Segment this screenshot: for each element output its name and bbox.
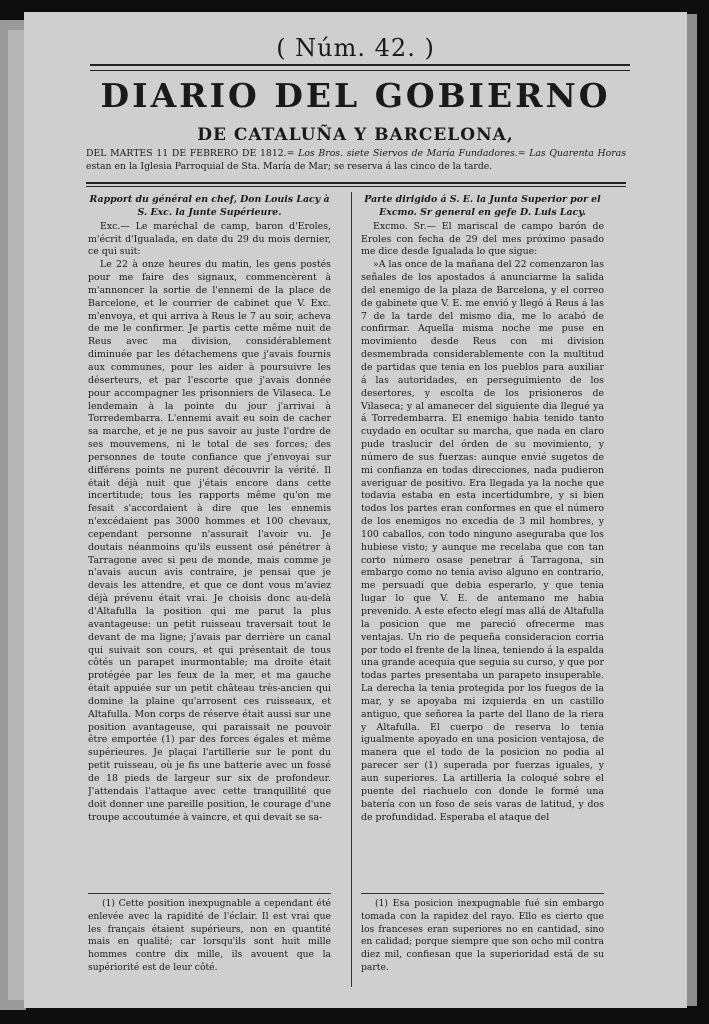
- header-rule-thin: [90, 70, 630, 71]
- right-footnote: [361, 898, 604, 993]
- newspaper-title: DIARIO DEL GOBIERNO: [100, 76, 611, 115]
- dateline-rule: [86, 182, 626, 184]
- right-column-spanish: [361, 194, 604, 892]
- dateline: DEL MARTES 11 DE FEBRERO DE 1812.= Los Bros. siete Siervos de María Fundadores.= Las Quarenta Horas estan en la Iglesia Parroquial de Sta. María de Mar; se reserva á las cinco de la tarde.: [86, 148, 626, 172]
- dateline-date: DEL MARTES 11 DE FEBRERO DE 1812.: [86, 148, 287, 159]
- right-heading: Parte dirigido á S. E. la Junta Superior por el Excmo. Sr general en gefe D. Luis Lacy.: [364, 194, 601, 218]
- newspaper-page: [24, 12, 687, 1008]
- left-column-french: [88, 194, 331, 892]
- column-divider: [351, 192, 352, 987]
- dateline-hours: Las Quarenta Horas: [529, 148, 626, 159]
- dateline-hours-rest: estan en la Iglesia Parroquial de Sta. María de Mar; se reserva á las cinco de la tarde.: [86, 161, 493, 172]
- right-paragraph: »A las once de la mañana del 22 comenzaron las señales de los apostados á anunciarme la salida del enemigo de la plaza de Barcelona, y el correo de gabinete que V. E. me envió y llegó á Reus á las 7 de la tarde del mismo dia, me lo acabó de confirmar. Aquella misma noche me puse en movimiento desde Reus con mi division desmembrada considerablemente con la multitud de partidas que tenia en los pueblos para auxiliar á las autoridades, en perseguimiento de los desertores, y escolta de los prisioneros de Vilaseca; y al amanecer del siguiente dia llegué ya á Torredembarra. El enemigo habia tenido tanto cuydado en ocultar su marcha, que nada en claro pude traslucir del órden de su movimiento, y número de sus fuerzas: aunque envié sugetos de mi confianza en todas direcciones, nada pudieron averiguar de positivo. Era llegada ya la noche que todavia estaba en esta incertidumbre, y si bien todos los partes eran conformes en que el número de los enemigos no excedia de 3 mil hombres, y 100 caballos, con todo ninguno aseguraba que los hubiese visto; y aunque me recelaba que con tan corto número osase penetrar á Tarragona, sin embargo como no tenia aviso alguno en contrario, me persuadí que debia esperarlo, y que tenia lugar lo que V. E. de antemano me habia prevenido. A este efecto elegí mas allá de Altafulla la posicion que me pareció ofrecerme mas ventajas. Un rio de pequeña consideracion corria por todo el frente de la línea, teniendo á la espalda una grande acequia que seguia su curso, y que por todas partes presentaba un parapeto insuperable. La derecha la tenia protegida por los fuegos de la mar, y se apoyaba mi izquierda en un castillo antiguo, que señorea la parte del llano de la riera y Altafulla. El cuerpo de reserva lo tenia igualmente apoyado en una posicion ventajosa, de manera que el todo de la posicion no podia al parecer ser (1) superada por fuerzas iguales, y aun superiores. La artilleria la coloqué sobre el puente del riachuelo con donde le formé una batería con un foso de seis varas de latitud, y dos de profundidad. Esperaba el ataque del: [361, 259, 604, 823]
- left-footnote-text: (1) Cette position inexpugnable a cependant été enlevée avec la rapidité de l'éclair. Il est vrai que les français étaient supérieurs, non en quantité mais en qualité; car lorsqu'ils sont huit mille hommes contre dix mille, ils avouent que la supériorité est de leur côté.: [88, 898, 331, 973]
- header-rule: [90, 64, 630, 66]
- newspaper-subtitle: DE CATALUÑA Y BARCELONA,: [197, 125, 514, 145]
- dateline-rule-thin: [86, 186, 626, 187]
- issue-number: ( Núm. 42. ): [276, 34, 435, 62]
- left-heading: Rapport du général en chef, Don Louis Lacy à S. Exc. la Junte Supérieure.: [89, 194, 330, 218]
- right-paragraph: Excmo. Sr.— El mariscal de campo barón de Eroles con fecha de 29 del mes próximo pasado me dice desde Igualada lo que sigue:: [361, 220, 604, 258]
- dateline-saints: Los Bros. siete Siervos de María Fundadores.: [298, 148, 518, 159]
- page-edge: [687, 14, 697, 1006]
- left-footnote: [88, 898, 331, 993]
- left-paragraph: Exc.— Le maréchal de camp, baron d'Eroles, m'écrit d'Igualada, en date du 29 du mois dernier, ce qui suit:: [88, 220, 331, 258]
- right-footnote-rule: [361, 893, 604, 894]
- left-paragraph: Le 22 à onze heures du matin, les gens postés pour me faire des signaux, commencèrent à m'annoncer la sortie de l'ennemi de la place de Barcelone, et le courrier de cabinet que V. Exc. m'envoya, et qui arriva à Reus le 7 au soir, acheva de me le confirmer. Je partis cette même nuit de Reus avec ma division, considérablement diminuée par les détachemens que j'avais fournis aux communes, pour les aider à poursuivre les déserteurs, et par l'escorte que j'avais donnée pour accompagner les prisonniers de Vilaseca. Le lendemain à la pointe du jour j'arrivai à Torredembarra. L'ennemi avait eu soin de cacher sa marche, et je ne pus savoir au juste l'ordre de ses mouvemens, ni le total de ses forces; des personnes de toute confiance que j'envoyai sur différens points ne purent découvrir la vérité. Il était déjà nuit que j'étais encore dans cette incertitude; tous les rapports même qu'on me fesait s'accordaient à dire que les ennemis n'excédaient pas 3000 hommes et 100 chevaux, cependant personne n'assurait l'avoir vu. Je doutais néanmoins qu'ils eussent osé pénétrer à Tarragone avec si peu de monde, mais comme je n'avais aucun avis contraire, je pensai que je devais les attendre, et que ce dont vous m'aviez déjà prévenu était vrai. Je choisis donc au-delà d'Altafulla la position qui me parut la plus avantageuse: un petit ruisseau traversait tout le devant de ma ligne; j'avais par derrière un canal qui suivait son cours, et qui présentait de tous côtés un parapet inurmontable; ma droite était protégée par les feux de la mer, et ma gauche était appuiée sur un petit château très-ancien qui domine la plaine qu'arrosent ces ruisseaux, et Altafulla. Mon corps de réserve était aussi sur une position avantageuse, qui paraissait ne pouvoir être emportée (1) par des forces égales et même supérieures. Je plaçai l'artillerie sur le pont du petit ruisseau, où je fis une batterie avec un fossé de 18 pieds de largeur sur six de profondeur. J'attendais l'attaque avec cette tranquillité que doit donner une pareille position, le courage d'une troupe accoutumée à vaincre, et qui devait se sa-: [88, 259, 331, 823]
- right-footnote-text: (1) Esa posicion inexpugnable fué sin embargo tomada con la rapidez del rayo. Ello es cierto que los franceses eran superiores no en cantidad, sino en calidad; porque siempre que son ocho mil contra diez mil, confiesan que la superioridad está de su parte.: [361, 898, 604, 973]
- left-footnote-rule: [88, 893, 331, 894]
